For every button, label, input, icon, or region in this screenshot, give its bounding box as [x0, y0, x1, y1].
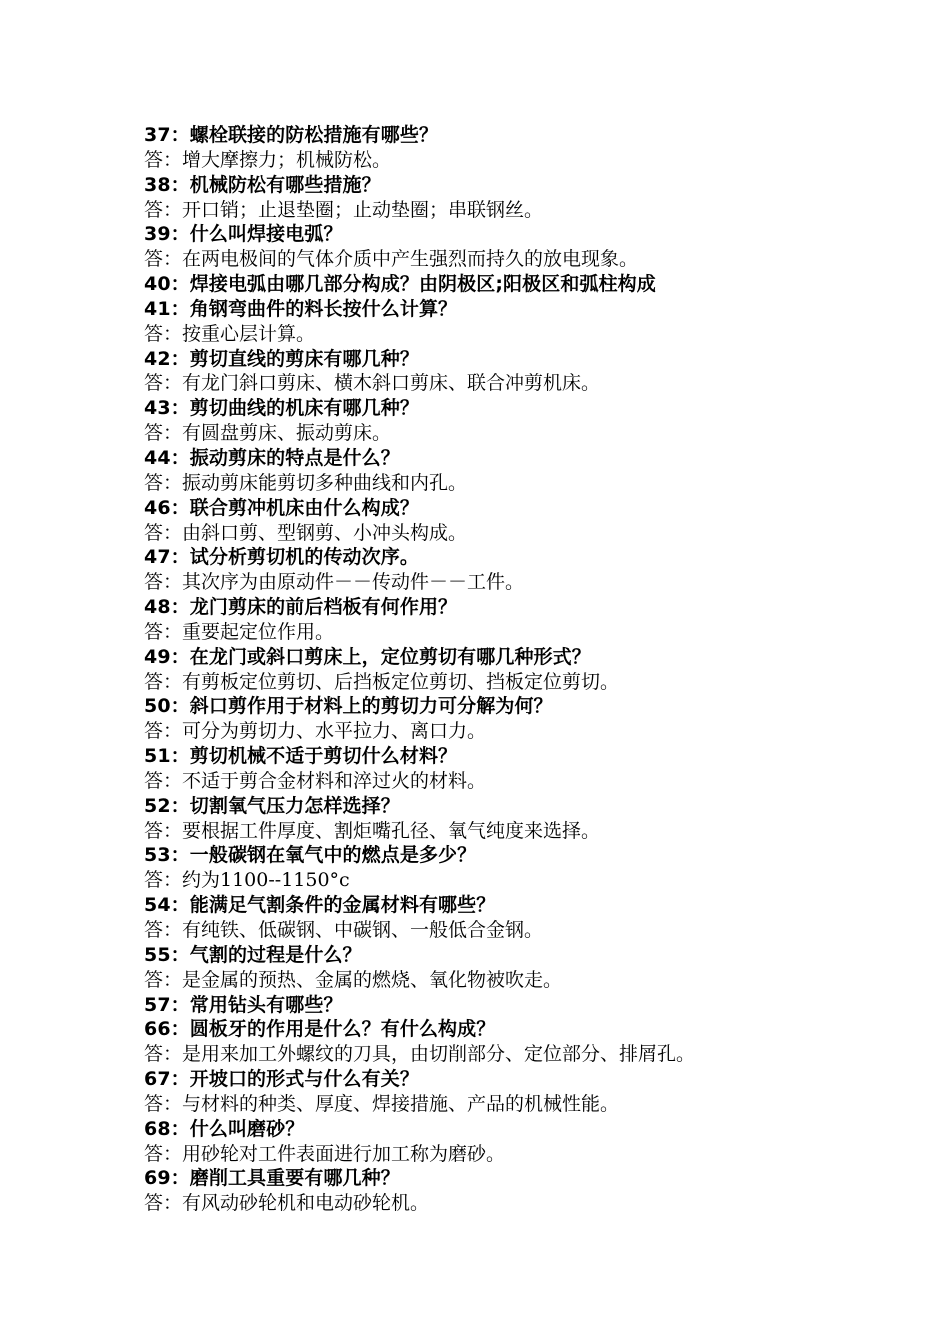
answer-line: 答：由斜口剪、型钢剪、小冲头构成。: [144, 521, 468, 544]
answer-line: 答：开口销；止退垫圈；止动垫圈；串联钢丝。: [144, 198, 544, 221]
answer-line: 答：用砂轮对工件表面进行加工称为磨砂。: [144, 1142, 506, 1165]
question-line: 69：磨削工具重要有哪几种？: [144, 1167, 400, 1190]
question-line: 66：圆板牙的作用是什么？有什么构成？: [144, 1018, 496, 1041]
question-line: 49：在龙门或斜口剪床上，定位剪切有哪几种形式？: [144, 645, 591, 668]
question-line: 46：联合剪冲机床由什么构成？: [144, 496, 419, 519]
answer-line: 答：可分为剪切力、水平拉力、离口力。: [144, 720, 487, 743]
question-line: 44：振动剪床的特点是什么？: [144, 446, 400, 469]
question-line: 54：能满足气割条件的金属材料有哪些？: [144, 894, 496, 917]
question-line: 68：什么叫磨砂？: [144, 1117, 305, 1140]
answer-line: 答：增大摩擦力；机械防松。: [144, 148, 392, 171]
question-line: 48：龙门剪床的前后档板有何作用？: [144, 596, 458, 619]
qa-document: [144, 123, 844, 1216]
answer-line: 答：重要起定位作用。: [144, 620, 335, 643]
answer-line: 答：约为1100--1150°c: [144, 869, 350, 892]
question-line: 47：试分析剪切机的传动次序。: [144, 546, 419, 569]
answer-line: 答：在两电极间的气体介质中产生强烈而持久的放电现象。: [144, 248, 639, 271]
answer-line: 答：要根据工件厚度、割炬嘴孔径、氧气纯度来选择。: [144, 819, 601, 842]
question-line: 39：什么叫焊接电弧？: [144, 223, 343, 246]
question-line: 55：气割的过程是什么？: [144, 943, 362, 966]
answer-line: 答：其次序为由原动件－－传动件－－工件。: [144, 571, 525, 594]
question-line: 51：剪切机械不适于剪切什么材料？: [144, 745, 458, 768]
question-line: 50：斜口剪作用于材料上的剪切力可分解为何？: [144, 695, 553, 718]
question-line: 53：一般碳钢在氧气中的燃点是多少？: [144, 844, 477, 867]
question-line: 43：剪切曲线的机床有哪几种？: [144, 397, 419, 420]
question-line: 40：焊接电弧由哪几部分构成？由阴极区;阳极区和弧柱构成: [144, 273, 656, 296]
answer-line: 答：不适于剪合金材料和淬过火的材料。: [144, 769, 487, 792]
answer-line: 答：有剪板定位剪切、后挡板定位剪切、挡板定位剪切。: [144, 670, 620, 693]
question-line: 41：角钢弯曲件的料长按什么计算？: [144, 297, 458, 320]
answer-line: 答：按重心层计算。: [144, 322, 316, 345]
answer-line: 答：与材料的种类、厚度、焊接措施、产品的机械性能。: [144, 1092, 620, 1115]
answer-line: 答：振动剪床能剪切多种曲线和内孔。: [144, 471, 468, 494]
answer-line: 答：是用来加工外螺纹的刀具，由切削部分、定位部分、排屑孔。: [144, 1043, 696, 1066]
answer-line: 答：是金属的预热、金属的燃烧、氧化物被吹走。: [144, 968, 563, 991]
question-line: 52：切割氧气压力怎样选择？: [144, 794, 400, 817]
question-line: 37：螺栓联接的防松措施有哪些？: [144, 124, 439, 146]
answer-line: 答：有纯铁、低碳钢、中碳钢、一般低合金钢。: [144, 919, 544, 941]
question-line: 42：剪切直线的剪床有哪几种？: [144, 347, 419, 370]
answer-line: 答：有圆盘剪床、振动剪床。: [144, 422, 392, 445]
question-line: 38：机械防松有哪些措施？: [144, 173, 381, 196]
question-line: 57：常用钻头有哪些？: [144, 993, 343, 1016]
answer-line: 答：有龙门斜口剪床、横木斜口剪床、联合冲剪机床。: [144, 372, 601, 395]
question-line: 67：开坡口的形式与什么有关？: [144, 1068, 419, 1091]
answer-line: 答：有风动砂轮机和电动砂轮机。: [144, 1192, 430, 1215]
